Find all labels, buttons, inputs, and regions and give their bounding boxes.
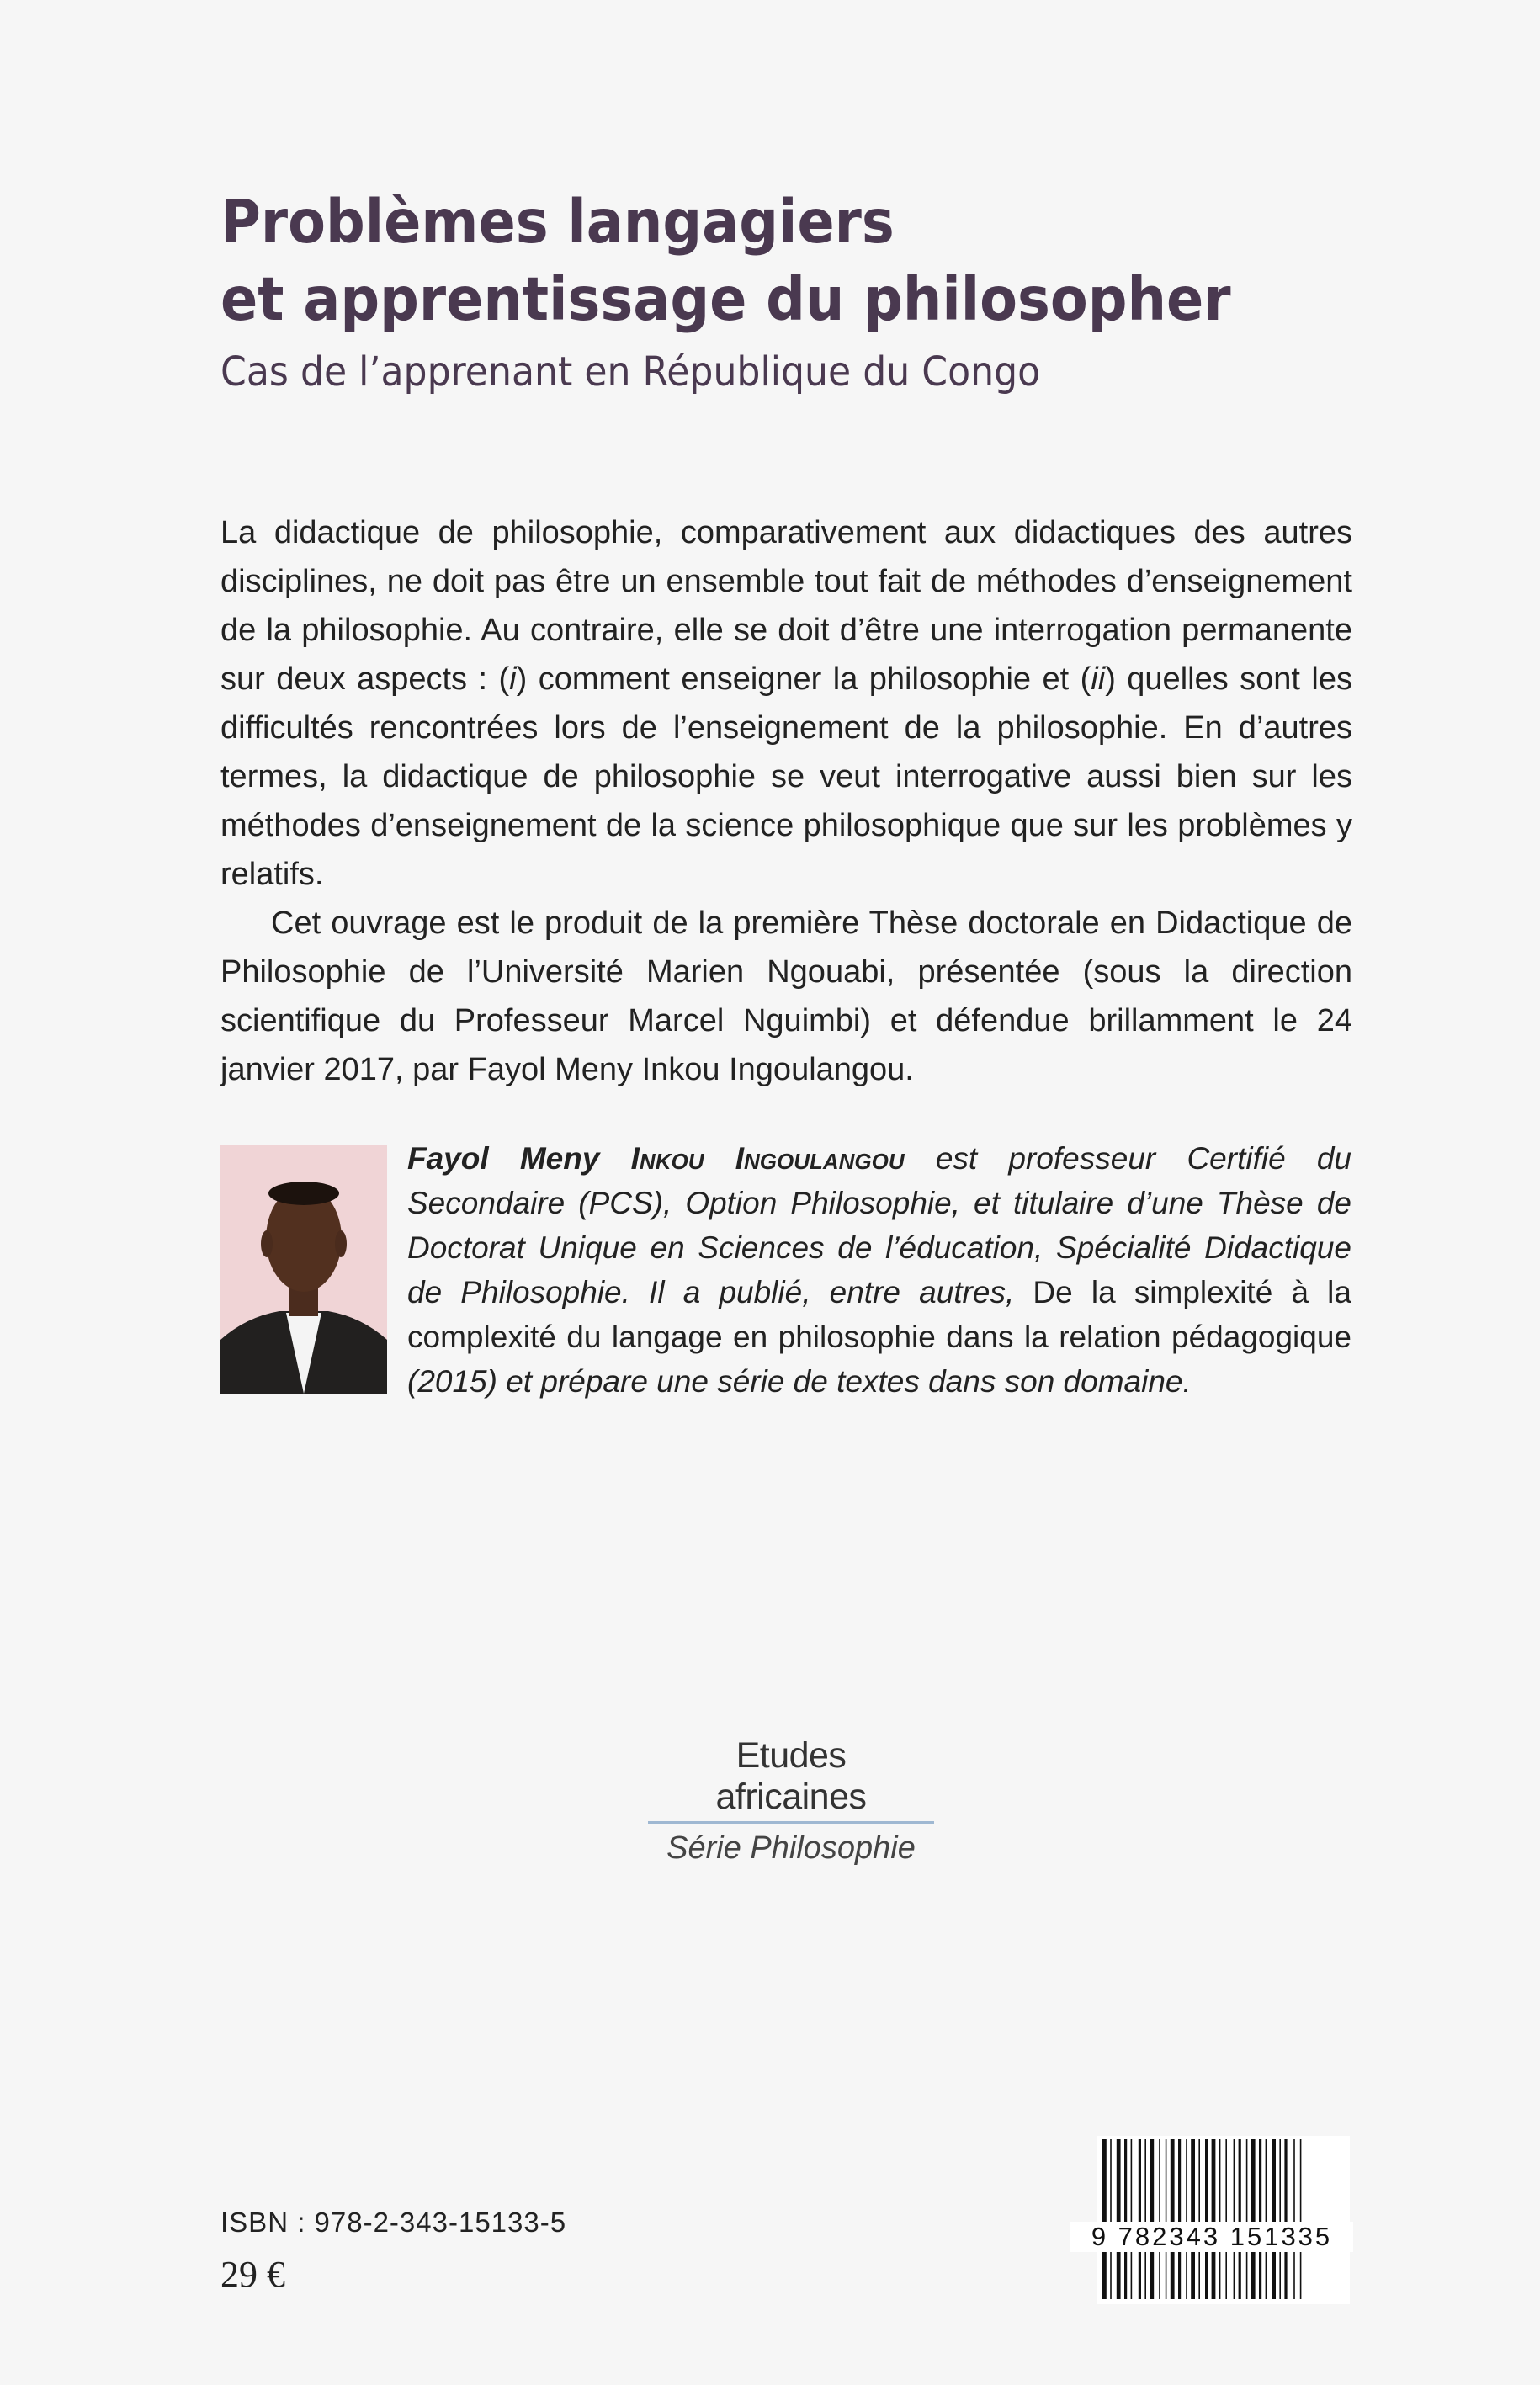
blurb-text: ) comment enseigner la philosophie et ( [516, 661, 1091, 697]
blurb-italic-i: i [509, 661, 517, 697]
series-subtitle: Série Philosophie [666, 1830, 916, 1866]
barcode-bars [1097, 2136, 1350, 2304]
blurb-paragraph-1 [220, 508, 1352, 899]
isbn: ISBN : 978-2-343-15133-5 [220, 2207, 567, 2238]
author-bio-text-2: (2015) et prépare une série de textes dans son domaine. [407, 1364, 1192, 1399]
author-first-name: Fayol Meny [407, 1141, 600, 1176]
series-logo [648, 1735, 934, 1867]
title-block [220, 183, 1415, 397]
title-line-2: et apprentissage du philosopher [220, 264, 1231, 334]
back-cover-blurb [220, 508, 1352, 1094]
blurb-text: ) quelles sont les difficultés rencontrées lors de l’enseignement de la philosophie. En d’autres termes, la didactique de philosophie se veut interrogative aussi bien sur les méthodes d’enseignement de la science philosophique que sur les problèmes y relatifs. [220, 661, 1353, 892]
author-book-title: De la simplexité à la complexité du langage en philosophie dans la relation pédagogique [407, 1275, 1351, 1354]
book-title [220, 183, 1320, 338]
book-subtitle: Cas de l’apprenant en République du Congo [220, 348, 1041, 396]
blurb-italic-ii: ii [1091, 661, 1106, 697]
barcode-icon [1097, 2136, 1350, 2304]
author-last-name: Inkou Ingoulangou [630, 1141, 905, 1176]
author-bio-text: est professeur Certifié du Secondaire (PCS), Option Philosophie, et titulaire d’une Thèse de Doctorat Unique en Sciences de l’éducation, Spécialité Didactique de Philosophie. Il a publié, entre autres, [407, 1141, 1352, 1309]
author-photo [220, 1145, 387, 1394]
author-bio [407, 1136, 1351, 1404]
author-portrait-icon [220, 1145, 387, 1394]
blurb-text: La didactique de philosophie, comparativement aux didactiques des autres disciplines, ne doit pas être un ensemble tout fait de méthodes d’enseignement de la philosophie. Au contraire, elle se doit d’être une interrogation permanente sur deux aspects : ( [220, 515, 1352, 697]
price: 29 € [220, 2254, 285, 2295]
blurb-paragraph-2: Cet ouvrage est le produit de la première Thèse doctorale en Didactique de Philosophie de l’Université Marien Ngouabi, présentée (sous la direction scientifique du Professeur Marcel Nguimbi) et défendue brillamment le 24 janvier 2017, par Fayol Meny Inkou Ingoulangou. [220, 906, 1352, 1087]
barcode-digits: 9 782343 151335 [1070, 2222, 1353, 2252]
title-line-1: Problèmes langagiers [220, 187, 895, 257]
series-name: Etudes africaines [648, 1735, 934, 1824]
